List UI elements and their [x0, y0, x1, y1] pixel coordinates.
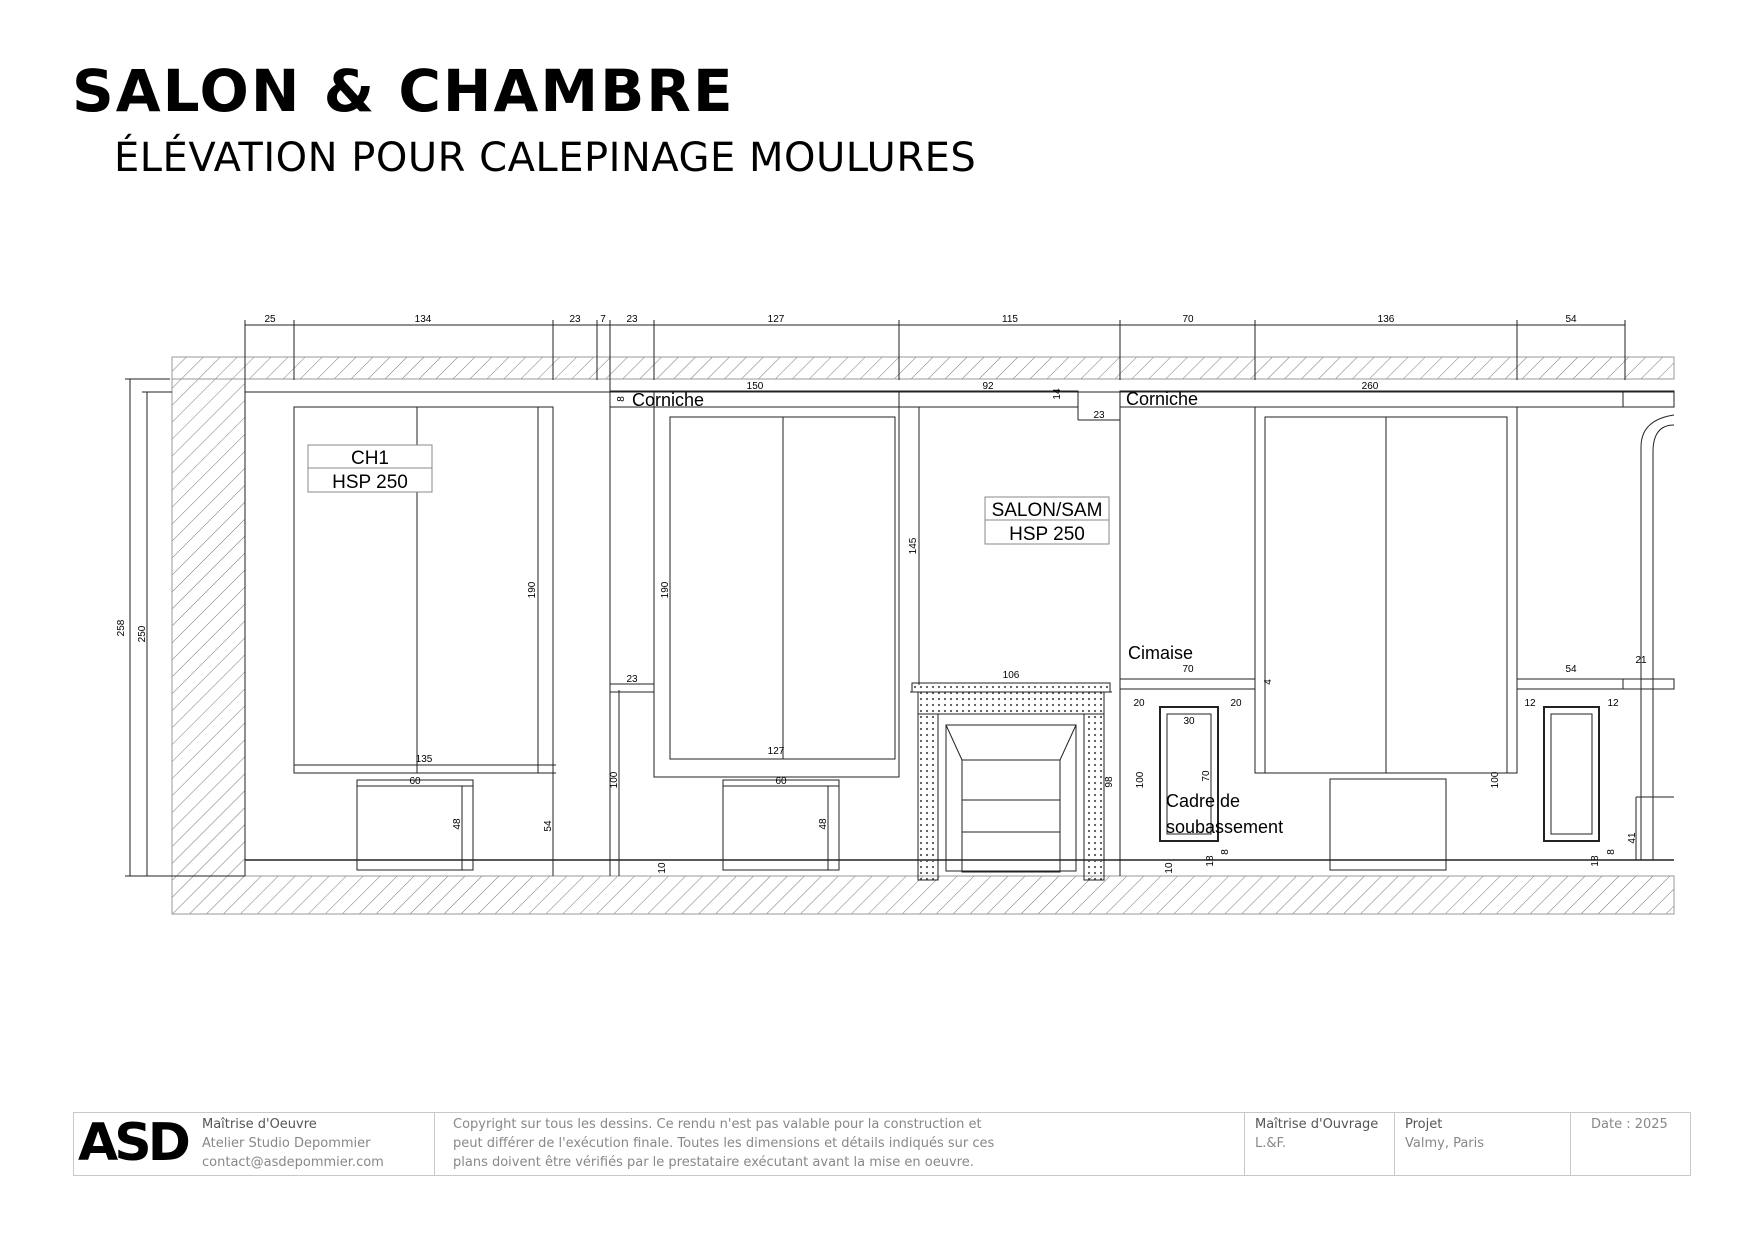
dim-panel1-w: 135: [415, 754, 433, 765]
dim-cimaise-54: 54: [1565, 664, 1577, 675]
dim-cadre-70: 70: [1201, 770, 1212, 782]
fireplace-left-jamb: [918, 714, 938, 880]
dim-cimaise-70: 70: [1182, 664, 1194, 675]
dim-cimaise-23: 23: [626, 674, 638, 685]
dim-20-a: 20: [1133, 698, 1145, 709]
dim-top-2: 23: [569, 314, 581, 325]
dim-top-3: 7: [600, 314, 606, 325]
dim-corniche-260: 260: [1361, 381, 1379, 392]
dim-corniche-150: 150: [746, 381, 764, 392]
dim-top-9: 54: [1565, 314, 1577, 325]
cadre-label-2: soubassement: [1166, 817, 1284, 837]
asd-logo: ASD: [78, 1113, 187, 1173]
dim-radiator1-w: 60: [409, 776, 421, 787]
moe-label: Maîtrise d'Oeuvre: [202, 1117, 317, 1132]
dim-8-b: 8: [1606, 849, 1617, 855]
dim-top-7: 70: [1182, 314, 1194, 325]
corniche-right: [1120, 391, 1674, 407]
dim-panel1-h: 190: [527, 581, 538, 599]
dim-100-a: 100: [609, 771, 620, 789]
dim-18-b: 18: [1590, 855, 1601, 867]
dim-fireplace-w: 106: [1002, 670, 1020, 681]
room-salon-name: SALON/SAM: [991, 500, 1103, 521]
side-wall: [172, 379, 245, 876]
floor-slab: [172, 876, 1674, 914]
copyright-line-3: plans doivent être vérifiés par le prestataire exécutant avant la mise en oeuvre.: [453, 1155, 974, 1170]
cimaise-right-2: [1517, 679, 1653, 689]
dim-54-left: 54: [543, 820, 554, 832]
dim-radiator2-w: 60: [775, 776, 787, 787]
room-salon-hsp: HSP 250: [1009, 524, 1085, 545]
cadre-label-1: Cadre de: [1166, 791, 1241, 811]
dim-salon-145: 145: [908, 537, 919, 555]
dim-12-b: 12: [1607, 698, 1619, 709]
dim-top-0: 25: [264, 314, 276, 325]
dim-corniche-23: 23: [1093, 410, 1105, 421]
cadre-soubassement-2: [1544, 707, 1599, 841]
dim-100-c: 100: [1490, 771, 1501, 789]
dim-100-b: 100: [1135, 771, 1146, 789]
dim-10-a: 10: [657, 862, 668, 874]
dim-top-4: 23: [626, 314, 638, 325]
dim-top-6: 115: [1002, 314, 1018, 325]
dim-12-a: 12: [1524, 698, 1536, 709]
projet-label: Projet: [1405, 1117, 1443, 1132]
salon-panel-1: [654, 407, 899, 777]
fireplace-mantel: [912, 683, 1110, 692]
dim-21: 21: [1635, 655, 1647, 666]
fireplace-insert: [962, 760, 1060, 872]
room-ch1-hsp: HSP 250: [332, 472, 408, 493]
corniche-right-label: Corniche: [1126, 389, 1199, 409]
dim-panel2-w: 127: [767, 746, 785, 757]
dim-cadre-30: 30: [1183, 716, 1195, 727]
fireplace-opening: [946, 725, 1076, 871]
cimaise-label: Cimaise: [1128, 643, 1194, 663]
page-subtitle: ÉLÉVATION POUR CALEPINAGE MOULURES: [114, 135, 977, 181]
dim-10-b: 10: [1164, 862, 1175, 874]
dim-radiator1-h: 48: [452, 818, 463, 830]
mo-label: Maîtrise d'Ouvrage: [1255, 1117, 1379, 1132]
dim-8-a: 8: [1220, 849, 1231, 855]
dim-cimaise-4: 4: [1263, 679, 1274, 685]
copyright-line-2: peut différer de l'exécution finale. Toutes les dimensions et détails indiqués sur ces: [453, 1136, 995, 1151]
dim-top-1: 134: [414, 314, 432, 325]
dim-corniche-14: 14: [1052, 388, 1063, 400]
corniche-left-label: Corniche: [632, 390, 705, 410]
dim-18-a: 18: [1205, 855, 1216, 867]
dim-radiator2-h: 48: [818, 818, 829, 830]
dim-fireplace-h: 98: [1104, 776, 1115, 788]
date-label: Date : 2025: [1591, 1117, 1668, 1132]
moe-contact: contact@asdepommier.com: [202, 1155, 384, 1170]
title-block: [73, 1112, 1691, 1176]
dim-height-room: 250: [137, 625, 148, 643]
dim-height-total: 258: [116, 619, 127, 637]
mo-name: L.&F.: [1255, 1136, 1287, 1151]
cimaise-right: [1120, 679, 1255, 689]
fireplace-frieze: [918, 692, 1104, 714]
dim-top-8: 136: [1377, 314, 1395, 325]
dim-panel2-h: 190: [660, 581, 671, 599]
room-ch1-name: CH1: [350, 448, 390, 469]
fireplace-right-jamb: [1084, 714, 1104, 880]
dim-41: 41: [1627, 832, 1638, 844]
dim-corniche-8: 8: [616, 396, 627, 402]
radiator-3: [1330, 779, 1446, 870]
copyright-line-1: Copyright sur tous les dessins. Ce rendu n'est pas valable pour la construction et: [453, 1117, 982, 1132]
dim-top-5: 127: [767, 314, 785, 325]
dim-20-b: 20: [1230, 698, 1242, 709]
moe-name: Atelier Studio Depommier: [202, 1136, 371, 1151]
page-title: SALON & CHAMBRE: [72, 57, 735, 125]
projet-name: Valmy, Paris: [1405, 1136, 1485, 1151]
ceiling-slab: [172, 357, 1674, 379]
dim-corniche-92: 92: [982, 381, 994, 392]
cimaise-left: [610, 684, 654, 692]
